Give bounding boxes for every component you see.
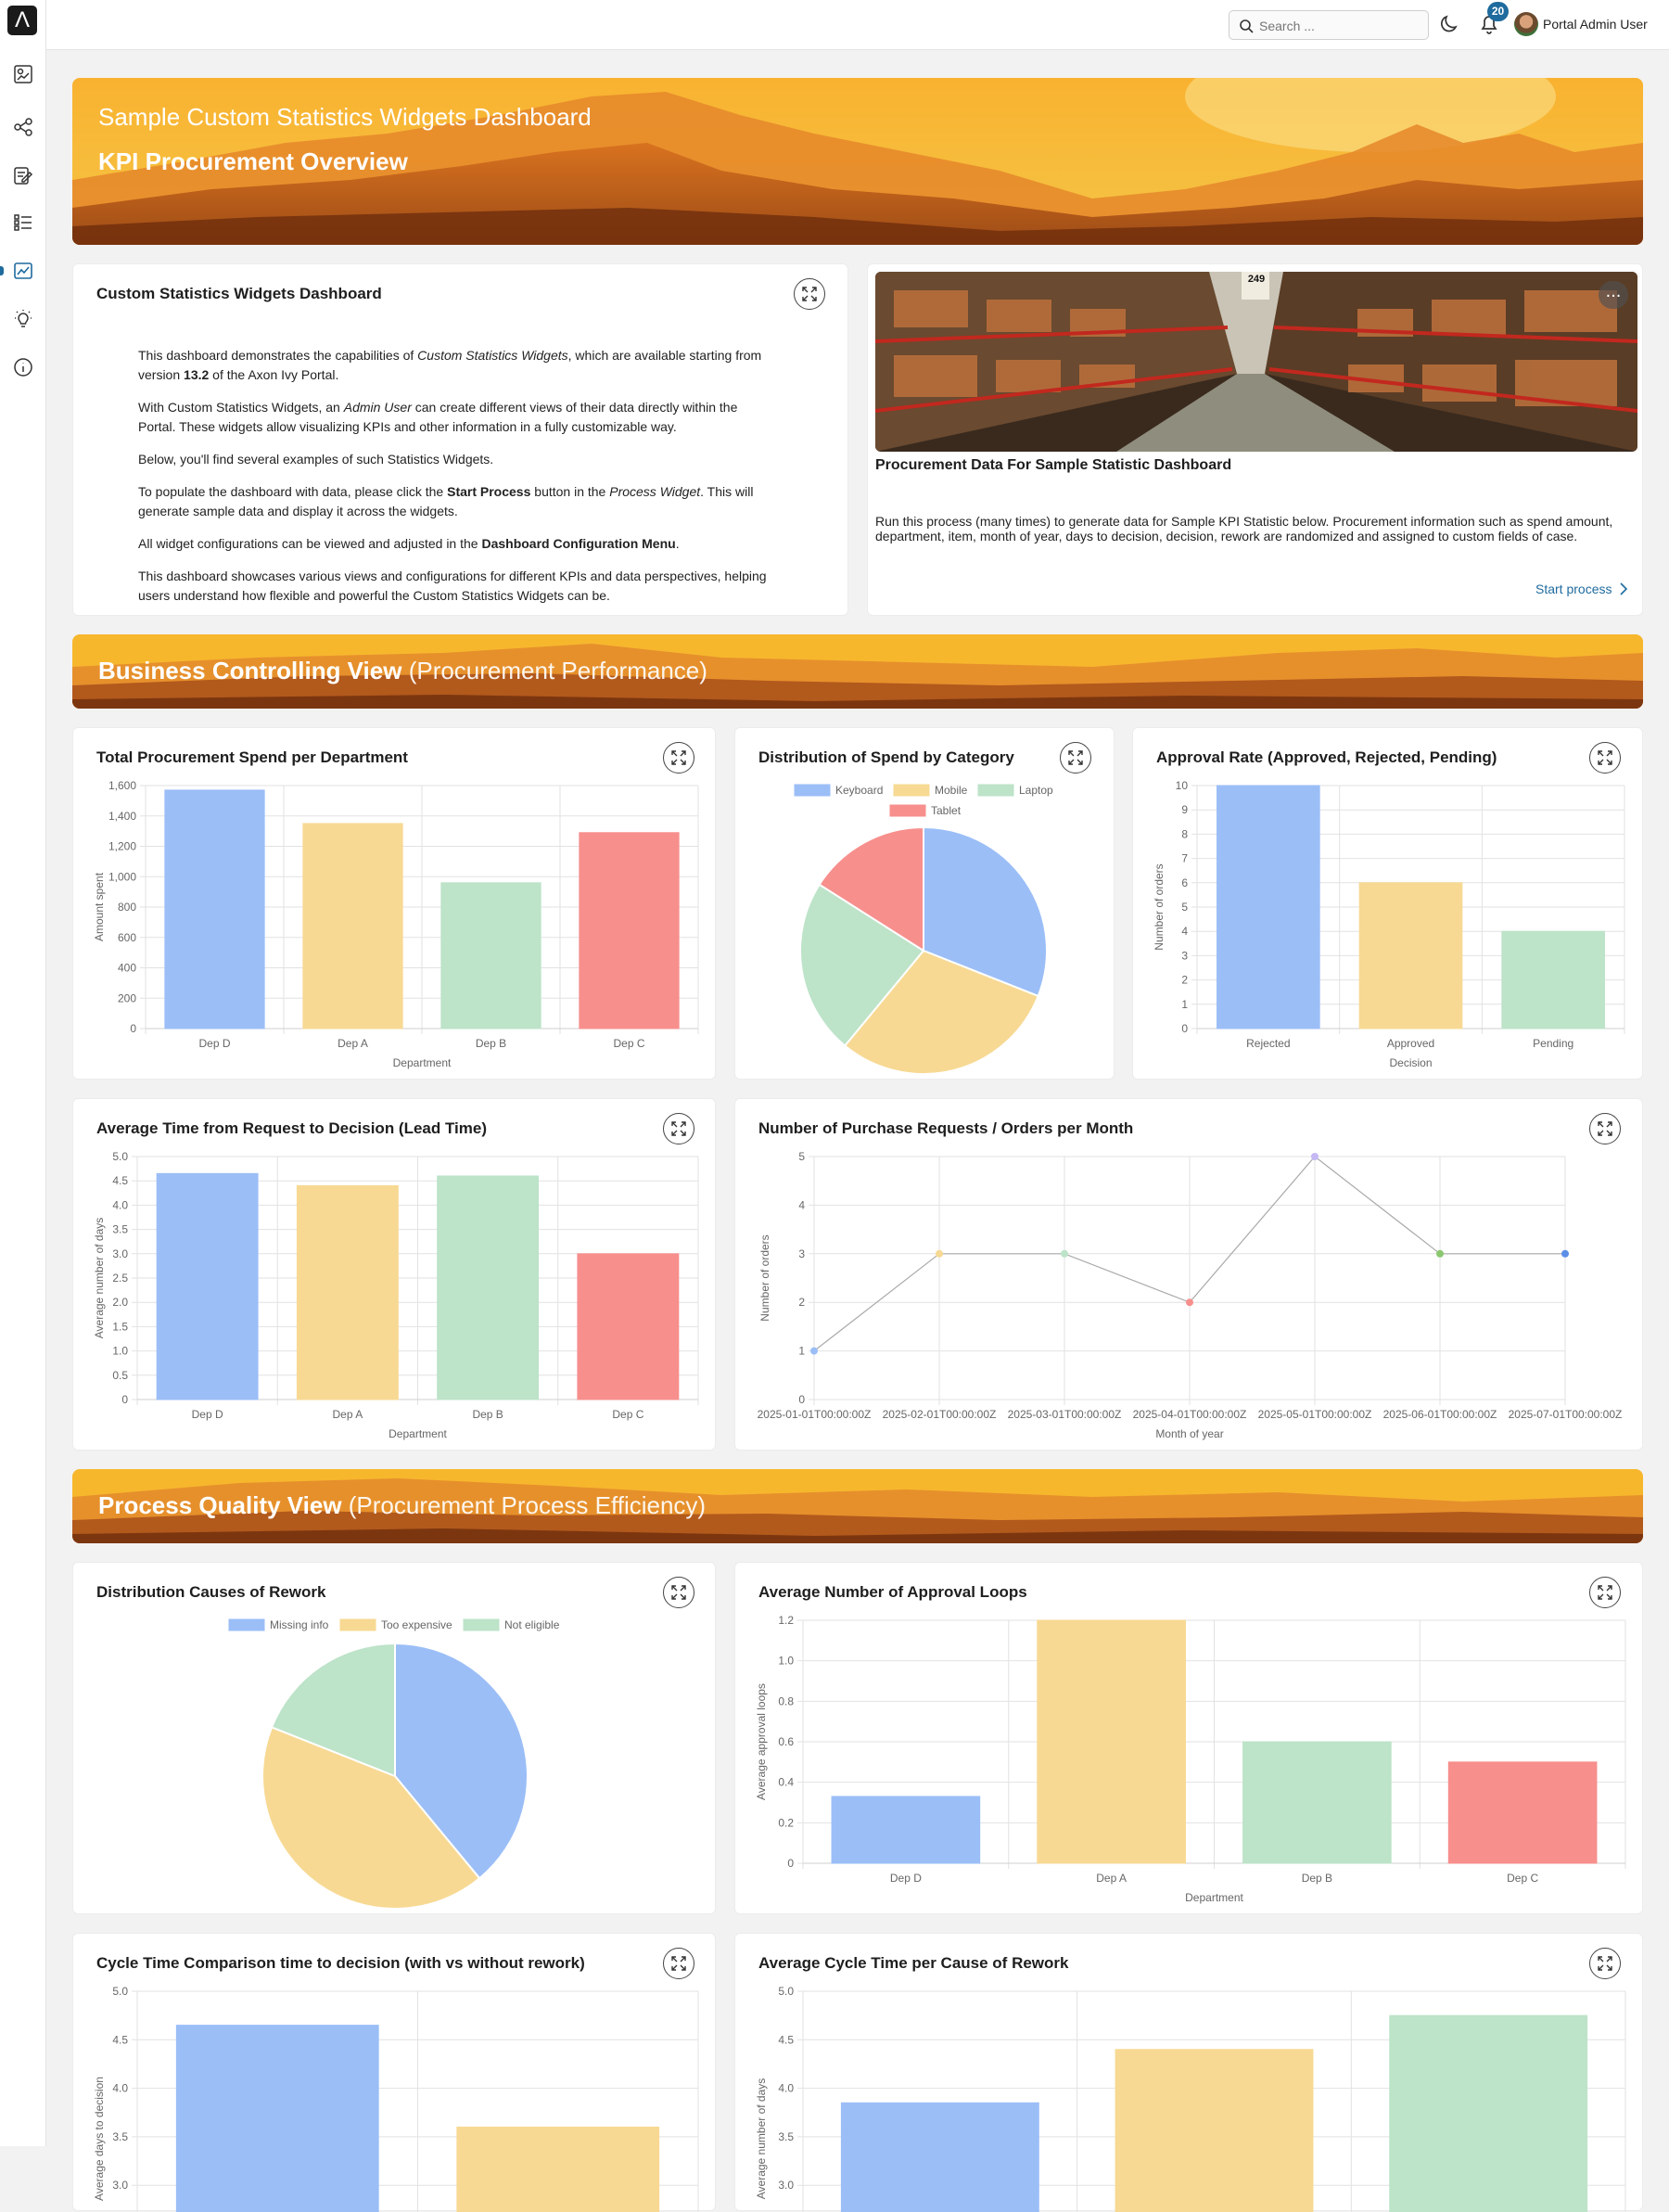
x-axis-title: Department xyxy=(389,1427,447,1440)
chart-bar xyxy=(303,824,402,1029)
x-tick-label: 2025-01-01T00:00:00Z xyxy=(757,1408,872,1421)
y-tick-label: 200 xyxy=(117,991,136,1005)
y-tick-label: 0.6 xyxy=(778,1735,794,1748)
y-tick-label: 4 xyxy=(798,1198,805,1212)
top-bar xyxy=(46,0,1669,50)
y-tick-label: 4.0 xyxy=(778,2081,794,2095)
cause-cycle-time-bar-chart xyxy=(735,1934,1644,2212)
statistics-chart-icon xyxy=(13,261,33,281)
y-tick-label: 2.5 xyxy=(112,1272,128,1285)
y-tick-label: 3.0 xyxy=(778,2179,794,2193)
start-process-link[interactable] xyxy=(1535,582,1628,596)
avatar[interactable] xyxy=(1514,12,1538,36)
y-tick-label: 400 xyxy=(117,961,136,975)
y-tick-label: 1 xyxy=(798,1344,805,1358)
y-tick-label: 1.5 xyxy=(112,1320,128,1334)
start-process-label[interactable]: Start process xyxy=(1535,582,1612,596)
widget-title: Cycle Time Comparison time to decision (with vs without rework) xyxy=(96,1954,585,1972)
x-tick-label: Dep C xyxy=(1507,1872,1539,1885)
approval-bar-chart xyxy=(1133,728,1644,1080)
data-point xyxy=(810,1348,818,1355)
chart-bar xyxy=(832,1796,980,1863)
search-icon xyxy=(1239,19,1254,33)
y-axis-title: Average days to decision xyxy=(93,2077,106,2201)
chart-bar xyxy=(165,790,264,1029)
chart-bar xyxy=(578,1254,679,1400)
sidebar-item-statistics[interactable] xyxy=(10,258,36,284)
more-options-button[interactable]: ... xyxy=(1599,281,1628,309)
x-tick-label: Dep C xyxy=(612,1408,644,1421)
approval-loops-bar-chart xyxy=(735,1563,1644,1915)
approval-rate-widget xyxy=(1132,727,1643,1080)
header-subtitle: Sample Custom Statistics Widgets Dashboard xyxy=(98,103,592,131)
rework-causes-widget xyxy=(72,1562,716,1914)
sidebar-item-tasks[interactable] xyxy=(10,162,36,188)
data-point xyxy=(936,1250,943,1258)
task-edit-icon xyxy=(13,165,33,185)
x-tick-label: Dep B xyxy=(475,1037,507,1050)
x-tick-label: Dep D xyxy=(889,1872,922,1885)
orders-line-chart xyxy=(735,1099,1644,1451)
chart-bar xyxy=(441,883,541,1029)
y-tick-label: 3 xyxy=(798,1247,805,1260)
chart-bar xyxy=(457,2127,659,2212)
y-tick-label: 2.0 xyxy=(112,1296,128,1310)
chart-bar xyxy=(1448,1762,1597,1863)
chart-bar xyxy=(1359,883,1462,1029)
legend-swatch xyxy=(894,785,929,796)
y-tick-label: 3 xyxy=(1181,949,1188,963)
notification-badge[interactable]: 20 xyxy=(1487,2,1509,21)
sidebar-item-dashboard[interactable] xyxy=(10,61,36,87)
y-tick-label: 2 xyxy=(798,1296,805,1310)
y-tick-label: 5 xyxy=(1181,901,1188,914)
widget-title: Custom Statistics Widgets Dashboard xyxy=(96,285,382,302)
y-tick-label: 5.0 xyxy=(112,1150,128,1163)
spend-by-category-widget xyxy=(734,727,1115,1080)
y-axis-title: Number of orders xyxy=(758,1234,771,1322)
intro-paragraph: To populate the dashboard with data, please click the Start Process button in the Process Widget. This will generate sample data and display it across the widgets. xyxy=(138,484,754,518)
legend-swatch xyxy=(890,805,925,816)
y-tick-label: 5 xyxy=(798,1150,805,1163)
spend-bar-chart xyxy=(73,728,717,1080)
chart-bar xyxy=(1115,2050,1313,2212)
dashboard-header-banner xyxy=(72,78,1643,245)
x-tick-label: Dep A xyxy=(332,1408,363,1421)
y-tick-label: 5.0 xyxy=(112,1985,128,1998)
widget-title: Number of Purchase Requests / Orders per Month xyxy=(758,1119,1134,1137)
legend-label: Mobile xyxy=(935,784,968,797)
x-tick-label: 2025-06-01T00:00:00Z xyxy=(1382,1408,1497,1421)
chart-bar xyxy=(1243,1742,1392,1863)
approval-loops-widget xyxy=(734,1562,1643,1914)
data-point xyxy=(1561,1250,1569,1258)
y-axis-title: Average number of days xyxy=(93,1217,106,1339)
chart-bar xyxy=(176,2026,378,2212)
y-tick-label: 0.5 xyxy=(112,1368,128,1382)
chart-bar xyxy=(438,1176,539,1400)
y-tick-label: 1.2 xyxy=(778,1614,794,1627)
legend-swatch xyxy=(229,1619,264,1630)
lead-time-bar-chart xyxy=(73,1099,717,1451)
y-tick-label: 10 xyxy=(1175,779,1188,792)
widget-title: Distribution of Spend by Category xyxy=(758,748,1014,766)
legend-swatch xyxy=(978,785,1013,796)
list-icon xyxy=(13,212,33,233)
cause-cycle-time-widget xyxy=(734,1933,1643,2211)
sidebar-item-about[interactable] xyxy=(10,354,36,380)
x-tick-label: 2025-04-01T00:00:00Z xyxy=(1132,1408,1247,1421)
expand-icon xyxy=(802,287,817,301)
widget-title: Average Cycle Time per Cause of Rework xyxy=(758,1954,1069,1972)
y-tick-label: 8 xyxy=(1181,827,1188,841)
data-point xyxy=(1061,1250,1068,1258)
y-tick-label: 0 xyxy=(121,1393,128,1406)
chart-bar xyxy=(1217,786,1320,1029)
orders-per-month-widget xyxy=(734,1098,1643,1451)
y-tick-label: 1,000 xyxy=(108,870,136,884)
lead-time-widget xyxy=(72,1098,716,1451)
y-tick-label: 0 xyxy=(798,1393,805,1406)
x-tick-label: 2025-02-01T00:00:00Z xyxy=(882,1408,997,1421)
y-tick-label: 0.4 xyxy=(778,1775,794,1789)
active-indicator xyxy=(0,266,4,275)
y-axis-title: Amount spent xyxy=(93,872,106,942)
warehouse-image xyxy=(875,272,1637,452)
intro-text-widget xyxy=(72,263,848,616)
chart-bar xyxy=(580,833,679,1029)
y-tick-label: 3.5 xyxy=(112,1222,128,1236)
legend-label: Keyboard xyxy=(835,784,884,797)
y-tick-label: 2 xyxy=(1181,973,1188,987)
x-tick-label: Approved xyxy=(1386,1037,1435,1050)
x-axis-title: Decision xyxy=(1389,1056,1433,1069)
category-pie-chart xyxy=(735,728,1115,1080)
data-point xyxy=(1311,1153,1319,1160)
search-input[interactable] xyxy=(1259,17,1417,35)
y-tick-label: 3.0 xyxy=(112,2179,128,2193)
legend-label: Too expensive xyxy=(381,1618,452,1631)
cycle-time-comparison-widget xyxy=(72,1933,716,2211)
y-tick-label: 1,200 xyxy=(108,839,136,853)
process-title: Procurement Data For Sample Statistic Dashboard xyxy=(875,457,1232,473)
x-tick-label: 2025-05-01T00:00:00Z xyxy=(1257,1408,1372,1421)
rework-pie-chart xyxy=(73,1563,717,1915)
chart-bar xyxy=(1390,2015,1587,2212)
price-tag: 249 xyxy=(1247,274,1266,285)
x-tick-label: Dep C xyxy=(613,1037,645,1050)
y-tick-label: 1,400 xyxy=(108,809,136,823)
x-tick-label: Dep D xyxy=(191,1408,223,1421)
y-tick-label: 4.5 xyxy=(778,2033,794,2047)
process-widget xyxy=(867,263,1643,616)
intro-paragraph: This dashboard showcases various views and configurations for different KPIs and data perspectives, helping users understand how flexible and powerful the Custom Statistics Widgets can be. xyxy=(138,569,767,603)
process-flow-icon xyxy=(13,117,33,137)
info-icon xyxy=(13,357,33,377)
x-tick-label: Dep B xyxy=(1301,1872,1333,1885)
y-tick-label: 0 xyxy=(130,1022,136,1035)
widget-title: Average Number of Approval Loops xyxy=(758,1583,1027,1601)
search-box[interactable] xyxy=(1229,10,1429,40)
spend-per-department-widget xyxy=(72,727,716,1080)
y-tick-label: 4.5 xyxy=(112,1174,128,1188)
data-point xyxy=(1186,1298,1193,1306)
widget-title: Total Procurement Spend per Department xyxy=(96,748,408,766)
data-point xyxy=(1436,1250,1444,1258)
intro-description xyxy=(138,346,778,619)
x-tick-label: Dep B xyxy=(472,1408,503,1421)
y-tick-label: 800 xyxy=(117,901,136,914)
legend-swatch xyxy=(795,785,830,796)
y-axis-title: Number of orders xyxy=(1153,863,1166,951)
y-axis-title: Average number of days xyxy=(755,2078,768,2200)
sidebar-item-processes[interactable] xyxy=(10,114,36,140)
lightbulb-icon xyxy=(13,309,33,329)
x-tick-label: Dep D xyxy=(198,1037,231,1050)
moon-icon[interactable] xyxy=(1437,12,1461,36)
widget-title: Approval Rate (Approved, Rejected, Pending) xyxy=(1156,748,1497,766)
y-tick-label: 5.0 xyxy=(778,1985,794,1998)
x-axis-title: Month of year xyxy=(1155,1427,1224,1440)
user-name[interactable]: Portal Admin User xyxy=(1543,17,1648,32)
dashboard-icon xyxy=(13,64,33,84)
chart-bar xyxy=(157,1173,258,1400)
x-tick-label: 2025-03-01T00:00:00Z xyxy=(1007,1408,1122,1421)
x-tick-label: Dep A xyxy=(338,1037,368,1050)
section-title: Business Controlling View (Procurement Performance) xyxy=(98,657,707,684)
intro-paragraph: This dashboard demonstrates the capabilities of Custom Statistics Widgets, which are available starting from version 13.2 of the Axon Ivy Portal. xyxy=(138,348,762,382)
quality-section-banner xyxy=(72,1469,1643,1543)
expand-button[interactable] xyxy=(794,278,825,310)
y-tick-label: 0.2 xyxy=(778,1816,794,1830)
y-tick-label: 4.5 xyxy=(112,2033,128,2047)
y-tick-label: 3.5 xyxy=(778,2129,794,2143)
widget-title: Distribution Causes of Rework xyxy=(96,1583,326,1601)
y-axis-title: Average approval loops xyxy=(755,1683,768,1800)
widget-title: Average Time from Request to Decision (Lead Time) xyxy=(96,1119,488,1137)
intro-paragraph: Below, you'll find several examples of such Statistics Widgets. xyxy=(138,452,494,467)
y-tick-label: 9 xyxy=(1181,803,1188,817)
section-title: Process Quality View (Procurement Process Efficiency) xyxy=(98,1491,707,1519)
legend-label: Missing info xyxy=(270,1618,329,1631)
y-tick-label: 3.5 xyxy=(112,2129,128,2143)
chart-bar xyxy=(841,2103,1038,2212)
legend-label: Not eligible xyxy=(504,1618,560,1631)
x-tick-label: Rejected xyxy=(1246,1037,1291,1050)
y-tick-label: 600 xyxy=(117,930,136,944)
y-tick-label: 4.0 xyxy=(112,1198,128,1212)
page-title: KPI Procurement Overview xyxy=(98,147,408,175)
y-tick-label: 4 xyxy=(1181,925,1188,939)
business-section-banner xyxy=(72,634,1643,709)
y-tick-label: 3.0 xyxy=(112,1247,128,1260)
sidebar-item-cases[interactable] xyxy=(10,210,36,236)
x-tick-label: Pending xyxy=(1533,1037,1574,1050)
y-tick-label: 4.0 xyxy=(112,2081,128,2095)
x-axis-title: Department xyxy=(392,1056,452,1069)
y-tick-label: 0.8 xyxy=(778,1694,794,1708)
y-tick-label: 1.0 xyxy=(778,1654,794,1668)
intro-paragraph: All widget configurations can be viewed and adjusted in the Dashboard Configuration Menu. xyxy=(138,536,680,551)
legend-label: Laptop xyxy=(1019,784,1053,797)
process-description: Run this process (many times) to generate data for Sample KPI Statistic below. Procurement information such as spend amount, department, item, month of year, days to decision, decision, rework are randomized and assigned to custom fields of case. xyxy=(875,514,1613,543)
y-tick-label: 7 xyxy=(1181,851,1188,865)
y-tick-label: 0 xyxy=(1181,1022,1188,1035)
x-tick-label: 2025-07-01T00:00:00Z xyxy=(1508,1408,1623,1421)
chart-bar xyxy=(1038,1620,1186,1863)
chart-bar xyxy=(297,1185,398,1400)
legend-swatch xyxy=(340,1619,376,1630)
cycle-time-bar-chart xyxy=(73,1934,717,2212)
y-tick-label: 6 xyxy=(1181,876,1188,889)
x-axis-title: Department xyxy=(1185,1891,1243,1904)
y-tick-label: 1.0 xyxy=(112,1344,128,1358)
x-tick-label: Dep A xyxy=(1096,1872,1127,1885)
chevron-right-icon xyxy=(1619,582,1628,595)
chart-bar xyxy=(1502,931,1605,1029)
axon-ivy-logo-icon[interactable]: Λ xyxy=(7,6,37,35)
y-tick-label: 1,600 xyxy=(108,779,136,792)
legend-swatch xyxy=(464,1619,499,1630)
legend-label: Tablet xyxy=(931,804,962,817)
y-tick-label: 0 xyxy=(787,1857,794,1870)
y-tick-label: 1 xyxy=(1181,997,1188,1011)
sidebar-item-ideas[interactable] xyxy=(10,306,36,332)
intro-paragraph: With Custom Statistics Widgets, an Admin User can create different views of their data directly within the Portal. These widgets allow visualizing KPIs and other information in a fully customizable way. xyxy=(138,400,738,434)
sidebar xyxy=(0,0,46,2146)
